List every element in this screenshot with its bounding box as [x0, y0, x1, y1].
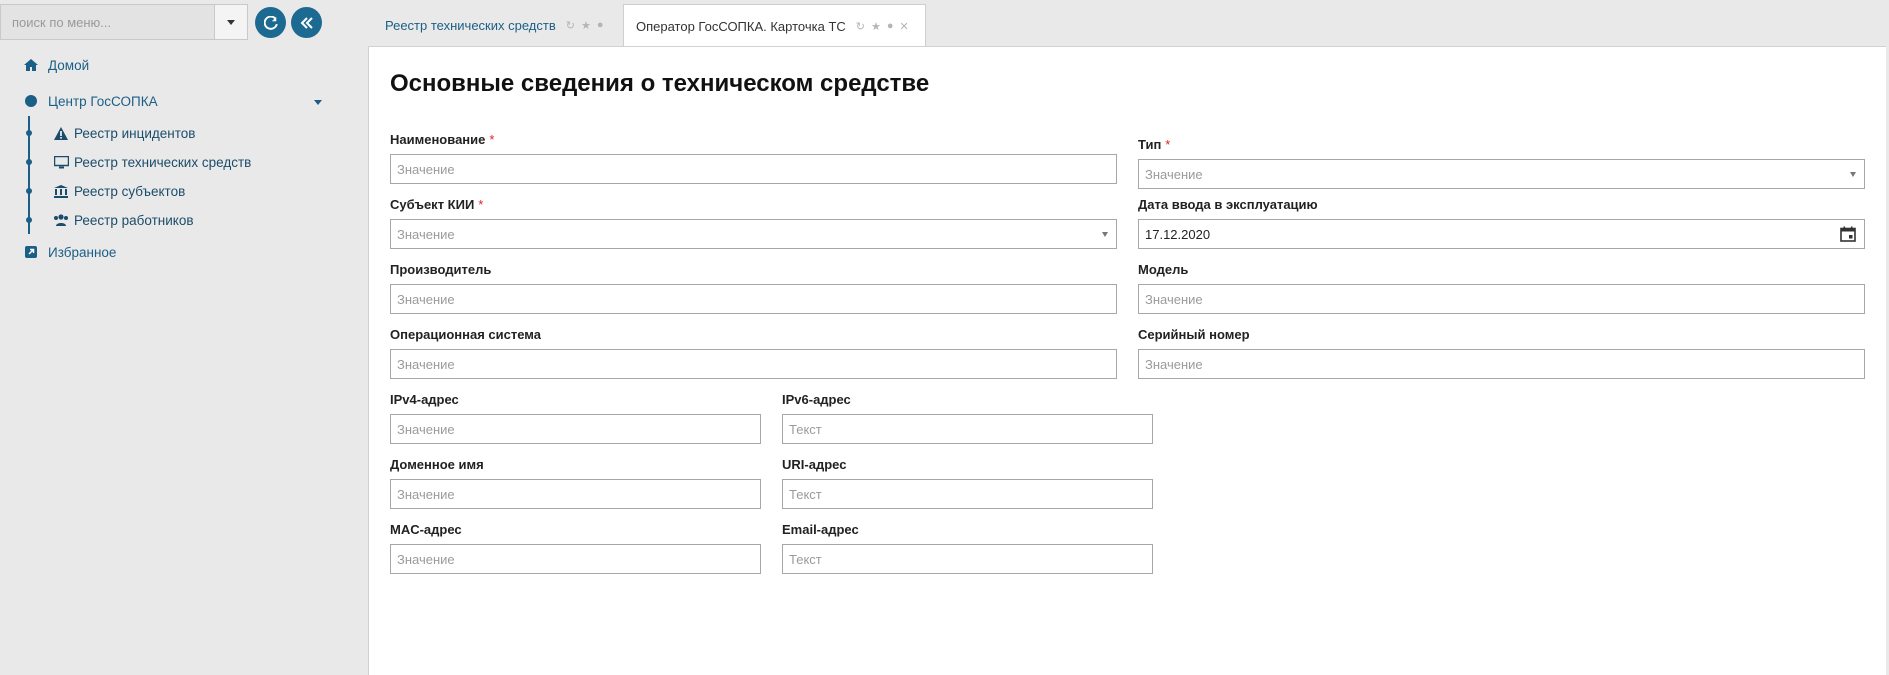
calendar-icon[interactable]: [1840, 226, 1856, 242]
serial-label: Серийный номер: [1138, 327, 1250, 342]
ipv4-label: IPv4-адрес: [390, 392, 459, 407]
model-input[interactable]: [1139, 285, 1864, 313]
subject-input[interactable]: [391, 220, 1116, 248]
tree-dot: [26, 188, 32, 194]
circle-icon: [22, 95, 40, 107]
sidebar-item-label: Реестр работников: [74, 212, 194, 228]
sidebar-item-label: Реестр инцидентов: [74, 125, 196, 141]
ipv4-field[interactable]: [390, 414, 761, 444]
menu-search-dropdown-button[interactable]: [214, 5, 247, 39]
os-input[interactable]: [391, 350, 1116, 378]
tab-tech-registry[interactable]: [373, 4, 621, 46]
type-input[interactable]: [1139, 160, 1864, 188]
sidebar-item-workers[interactable]: [52, 208, 194, 232]
type-label: Тип *: [1138, 137, 1171, 152]
star-icon[interactable]: ★: [580, 19, 591, 32]
uri-field[interactable]: [782, 479, 1153, 509]
caret-down-icon[interactable]: [314, 100, 322, 105]
sidebar-item-subjects[interactable]: [52, 179, 185, 203]
tree-dot: [26, 159, 32, 165]
tab-ts-card[interactable]: [623, 4, 926, 47]
ipv4-input[interactable]: [391, 415, 760, 443]
sidebar: [0, 0, 348, 675]
menu-item-favorites-label: Избранное: [48, 244, 117, 260]
os-label: Операционная система: [390, 327, 541, 342]
comment-icon[interactable]: ●: [886, 19, 894, 32]
external-link-icon: [22, 246, 40, 258]
sidebar-item-incidents[interactable]: [52, 121, 195, 145]
serial-field[interactable]: [1138, 349, 1865, 379]
commission-date-field[interactable]: [1138, 219, 1865, 249]
refresh-icon[interactable]: ↻: [855, 20, 865, 33]
subject-label: Субъект КИИ *: [390, 197, 484, 212]
chevron-down-icon: [1850, 172, 1856, 177]
uri-input[interactable]: [783, 480, 1152, 508]
os-field[interactable]: [390, 349, 1117, 379]
sidebar-item-label: Реестр технических средств: [74, 154, 252, 170]
commission-date-label: Дата ввода в эксплуатацию: [1138, 197, 1318, 212]
menu-item-gossopka-label: Центр ГосСОПКА: [48, 93, 158, 109]
serial-input[interactable]: [1139, 350, 1864, 378]
menu-item-home[interactable]: [22, 53, 89, 77]
name-field[interactable]: [390, 154, 1117, 184]
comment-icon[interactable]: ●: [596, 18, 604, 31]
collapse-sidebar-button[interactable]: [291, 7, 322, 38]
menu-search-input[interactable]: [1, 5, 215, 39]
subject-select[interactable]: [390, 219, 1117, 249]
tab-label: Оператор ГосСОПКА. Карточка ТС: [636, 18, 846, 34]
manufacturer-field[interactable]: [390, 284, 1117, 314]
sidebar-item-label: Реестр субъектов: [74, 183, 186, 199]
name-label: Наименование *: [390, 132, 495, 147]
close-icon[interactable]: ✕: [899, 20, 909, 33]
domain-label: Доменное имя: [390, 457, 484, 472]
mac-label: MAC-адрес: [390, 522, 462, 537]
mac-input[interactable]: [391, 545, 760, 573]
menu-search: [0, 4, 248, 40]
home-icon: [22, 59, 40, 71]
caret-down-icon: [227, 20, 235, 25]
model-label: Модель: [1138, 262, 1189, 277]
domain-field[interactable]: [390, 479, 761, 509]
ipv6-field[interactable]: [782, 414, 1153, 444]
refresh-icon[interactable]: ↻: [565, 19, 575, 32]
email-label: Email-адрес: [782, 522, 859, 537]
model-field[interactable]: [1138, 284, 1865, 314]
refresh-button[interactable]: [255, 7, 286, 38]
manufacturer-label: Производитель: [390, 262, 492, 277]
bank-icon: [52, 185, 70, 198]
type-select[interactable]: [1138, 159, 1865, 189]
email-input[interactable]: [783, 545, 1152, 573]
domain-input[interactable]: [391, 480, 760, 508]
page-title: Основные сведения о техническом средстве: [390, 70, 930, 97]
chevron-down-icon: [1102, 232, 1108, 237]
ipv6-input[interactable]: [783, 415, 1152, 443]
warning-icon: [52, 127, 70, 140]
star-icon[interactable]: ★: [871, 20, 881, 33]
sidebar-item-tech-registry[interactable]: [52, 150, 251, 174]
ipv6-label: IPv6-адрес: [782, 392, 851, 407]
tree-dot: [26, 217, 32, 223]
menu-item-home-label: Домой: [48, 57, 90, 73]
double-chevron-left-icon: [300, 17, 314, 29]
refresh-icon: [264, 16, 278, 30]
name-input[interactable]: [391, 155, 1116, 183]
commission-date-input[interactable]: [1139, 220, 1864, 248]
manufacturer-input[interactable]: [391, 285, 1116, 313]
menu-item-gossopka[interactable]: [22, 89, 158, 113]
email-field[interactable]: [782, 544, 1153, 574]
uri-label: URI-адрес: [782, 457, 847, 472]
monitor-icon: [52, 156, 70, 169]
tree-dot: [26, 130, 32, 136]
tab-label: Реестр технических средств: [385, 17, 556, 33]
users-icon: [52, 214, 70, 227]
mac-field[interactable]: [390, 544, 761, 574]
menu-item-favorites[interactable]: [22, 240, 116, 264]
